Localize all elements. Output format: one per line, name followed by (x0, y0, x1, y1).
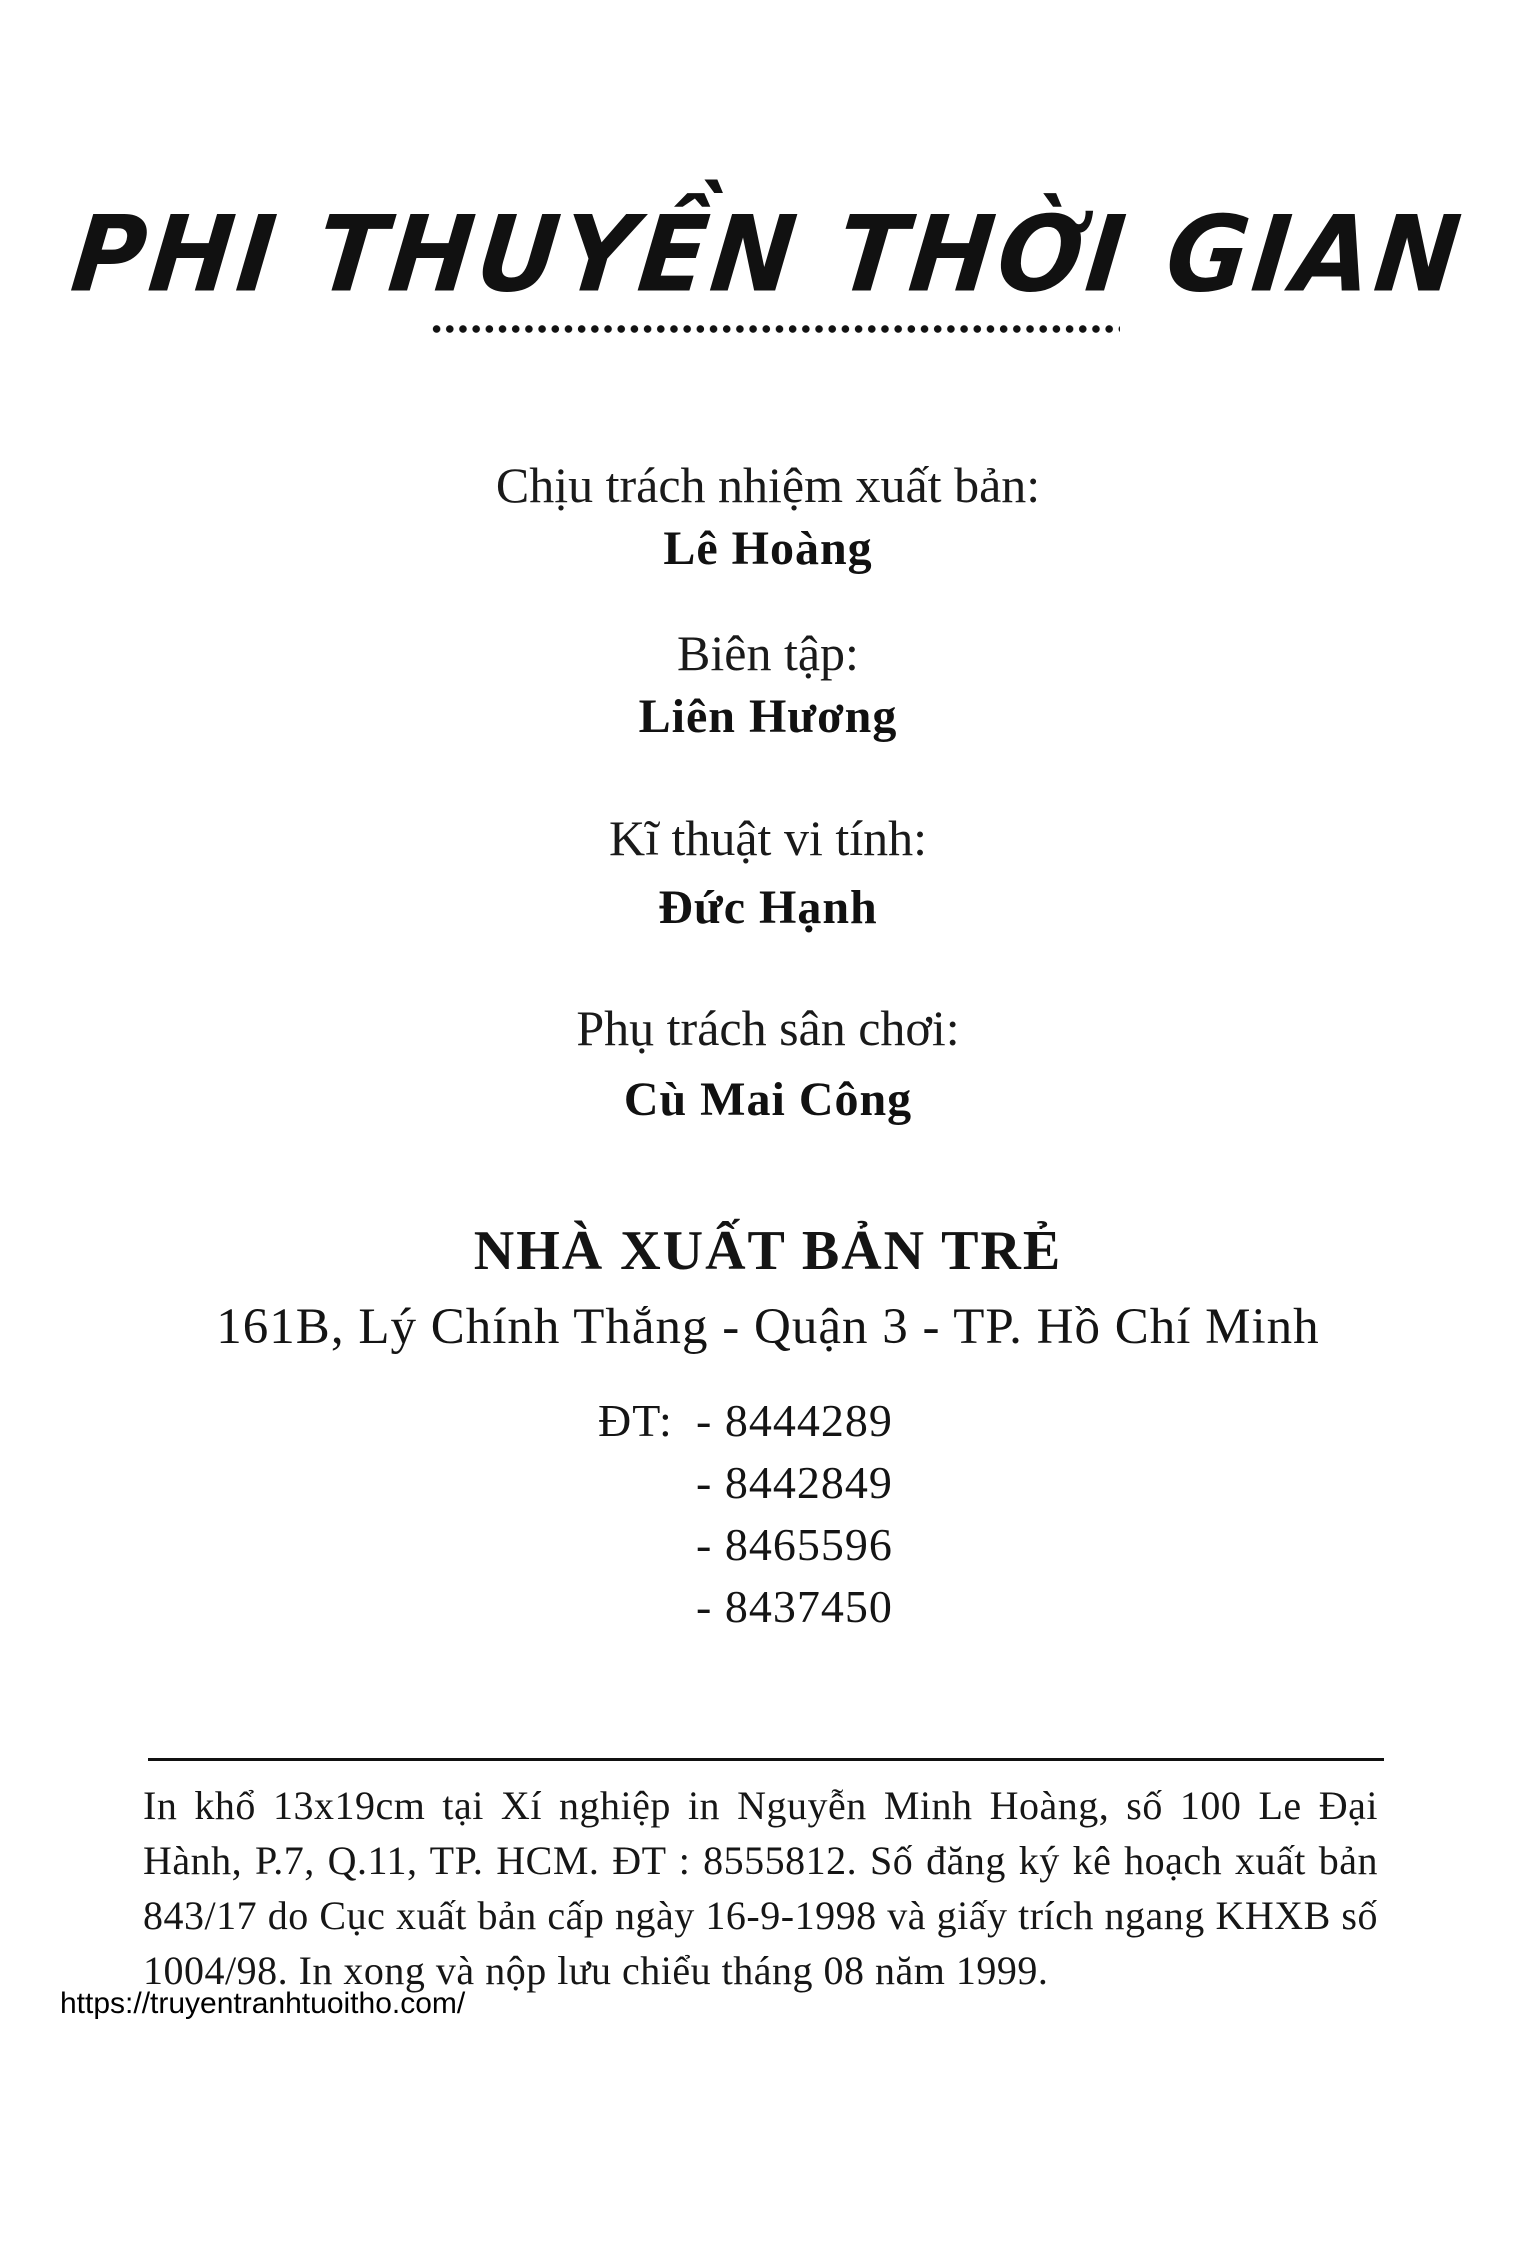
phone-row (598, 1452, 893, 1514)
phone-list (598, 1390, 893, 1638)
publisher-address: 161B, Lý Chính Thắng - Quận 3 - TP. Hồ Chí Minh (216, 1299, 1320, 1355)
phone-row (598, 1390, 893, 1452)
credit-block-publisher-responsible (0, 455, 1536, 579)
book-title: PHI THUYỀN THỜI GIAN (66, 193, 1470, 316)
title-dotted-underline (430, 322, 1120, 336)
credit-block-typesetting (0, 808, 1536, 938)
imprint-notice: In khổ 13x19cm tại Xí nghiệp in Nguyễn Minh Hoàng, số 100 Le Đại Hành, P.7, Q.11, TP. HCM. ĐT : 8555812. Số đăng ký kê hoạch xuất bản 843/17 do Cục xuất bản cấp ngày 16-9-1998 và giấy trích ngang KHXB số 1004/98. In xong và nộp lưu chiểu tháng 08 năm 1999. (143, 1783, 1378, 1993)
credit-name: Liên Hương (638, 690, 898, 743)
credit-name: Lê Hoàng (663, 522, 873, 575)
credit-name: Đức Hạnh (658, 881, 878, 934)
credit-role: Biên tập: (677, 625, 859, 681)
credit-name: Cù Mai Công (623, 1073, 913, 1126)
credit-block-editor (0, 623, 1536, 747)
publisher-name: NHÀ XUẤT BẢN TRẺ (473, 1220, 1063, 1282)
credit-role: Phụ trách sân chơi: (576, 1000, 960, 1056)
phone-label: ĐT: (598, 1395, 673, 1446)
phone-number: - 8437450 (696, 1581, 893, 1632)
credit-block-playground (0, 998, 1536, 1130)
phone-row (598, 1514, 893, 1576)
credit-role: Chịu trách nhiệm xuất bản: (495, 457, 1041, 513)
phone-number: - 8444289 (696, 1395, 893, 1446)
divider-rule (148, 1758, 1384, 1761)
watermark-url[interactable]: https://truyentranhtuoitho.com/ (60, 1987, 466, 2020)
phone-row (598, 1576, 893, 1638)
phone-number: - 8465596 (696, 1519, 893, 1570)
credit-role: Kĩ thuật vi tính: (608, 810, 928, 866)
phone-number: - 8442849 (696, 1457, 893, 1508)
